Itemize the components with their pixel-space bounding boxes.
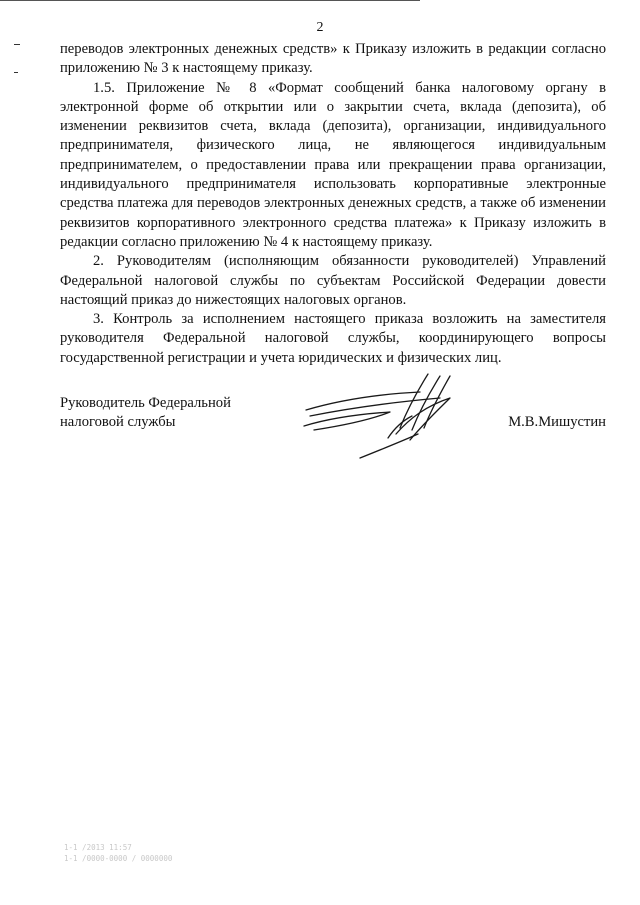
signatory-name: М.В.Мишустин [508, 414, 606, 430]
document-body [60, 40, 606, 368]
signature-block [60, 394, 606, 454]
paragraph-item-3: 3. Контроль за исполнением настоящего приказа возложить на заместителя руководителя Федеральной налоговой службы, координирующего вопросы государственной регистрации и учета юридических и физических лиц. [60, 311, 606, 366]
page-number: 2 [316, 20, 324, 35]
footer-stamp-line-1: 1-1 /2013 11:57 [64, 843, 132, 852]
paragraph-item-1-5: 1.5. Приложение № 8 «Формат сообщений банка налоговому органу в электронной форме об открытии или о закрытии счета, вклада (депозита), об изменении реквизитов счета, вклада (депозита), организации, индивидуального предпринимателя, физического лица, не являющегося индивидуальным предпринимателем, о предоставлении права или прекращении права организации, индивидуального предпринимателя использовать корпоративные электронные средства платежа для переводов электронных денежных средств, а также об изменении реквизитов корпоративного электронного средства платежа» к Приказу изложить в редакции согласно приложению № 4 к настоящему приказу. [60, 79, 606, 250]
signatory-title-line-1: Руководитель Федеральной [60, 395, 231, 411]
footer-stamp [64, 842, 172, 864]
paragraph-intro: переводов электронных денежных средств» к Приказу изложить в редакции согласно приложению № 3 к настоящему приказу. [60, 41, 606, 77]
margin-dot-mark [14, 72, 18, 73]
paragraph-item-2: 2. Руководителям (исполняющим обязанности руководителей) Управлений Федеральной налоговой службы по субъектам Российской Федерации довести настоящий приказ до нижестоящих налоговых органов. [60, 253, 606, 308]
margin-dash-mark [14, 44, 20, 45]
footer-stamp-line-2: 1-1 /0000-0000 / 0000000 [64, 854, 173, 863]
top-rule [0, 0, 420, 1]
signatory-title [60, 394, 280, 433]
signatory-title-line-2: налоговой службы [60, 414, 176, 431]
